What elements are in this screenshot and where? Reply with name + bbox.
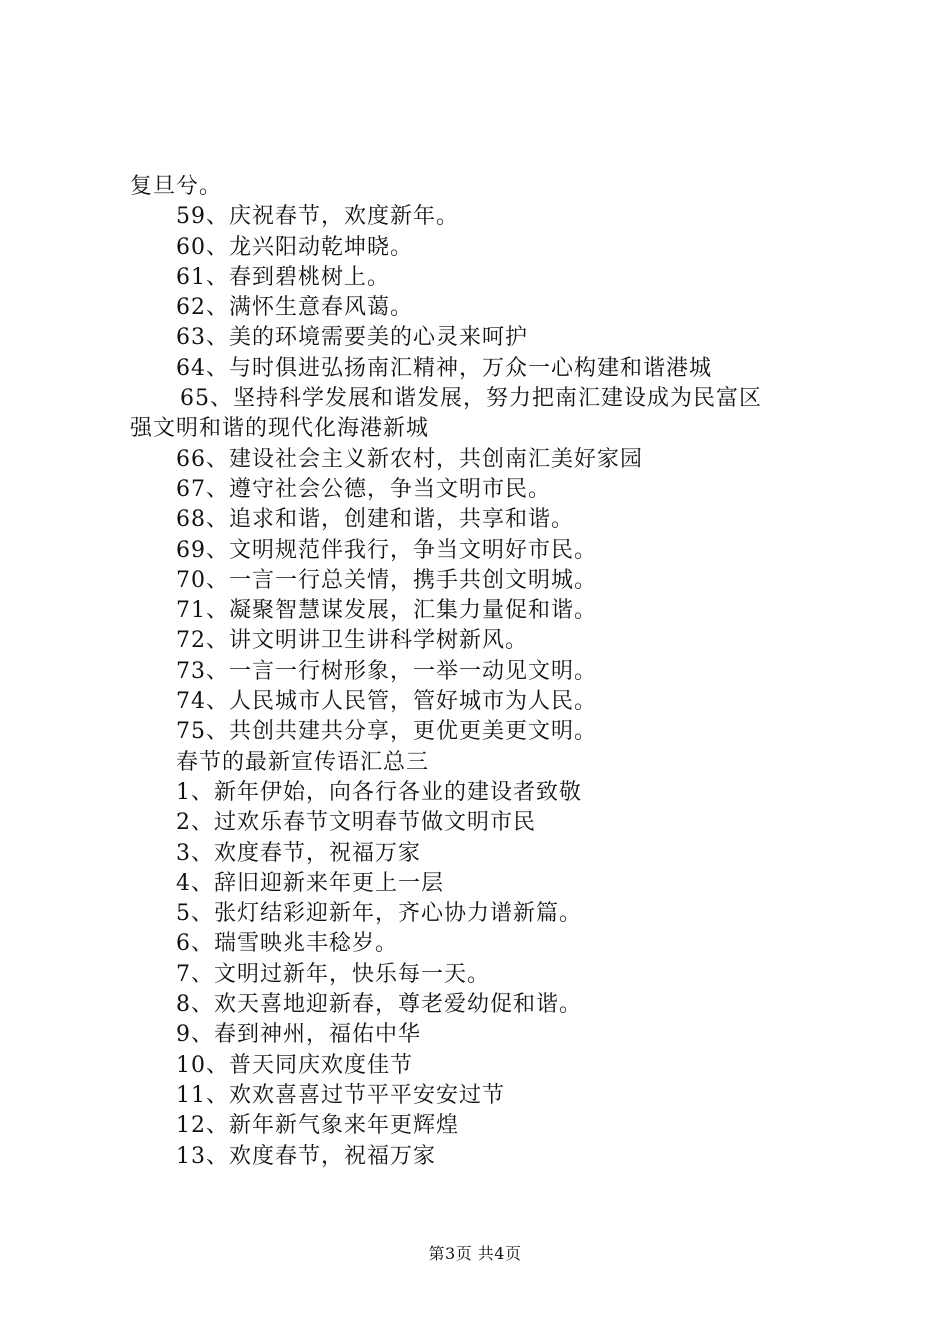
slogan-item: 74、人民城市人民管，管好城市为人民。 <box>176 689 597 715</box>
slogan-item: 12、新年新气象来年更辉煌 <box>176 1113 459 1139</box>
slogan-item: 62、满怀生意春风蔼。 <box>176 295 413 321</box>
slogan-item: 1、新年伊始，向各行各业的建设者致敬 <box>176 779 582 805</box>
slogan-item: 66、建设社会主义新农村，共创南汇美好家园 <box>176 446 643 472</box>
slogan-item: 73、一言一行树形象，一举一动见文明。 <box>176 658 597 684</box>
slogan-item: 75、共创共建共分享，更优更美更文明。 <box>176 719 597 745</box>
page-footer: 第3页 共4页 <box>428 1244 522 1263</box>
slogan-item: 70、一言一行总关情，携手共创文明城。 <box>176 567 597 593</box>
slogan-item: 69、文明规范伴我行，争当文明好市民。 <box>176 537 597 563</box>
slogan-item: 64、与时俱进弘扬南汇精神，万众一心构建和谐港城 <box>176 355 712 381</box>
slogan-item: 71、凝聚智慧谋发展，汇集力量促和谐。 <box>176 598 597 624</box>
slogan-item: 59、庆祝春节，欢度新年。 <box>176 204 459 230</box>
text-line: 复旦兮。 <box>130 174 223 199</box>
slogan-item: 7、文明过新年，快乐每一天。 <box>176 961 490 987</box>
slogan-item: 60、龙兴阳动乾坤晓。 <box>176 234 413 260</box>
slogan-item: 10、普天同庆欢度佳节 <box>176 1052 413 1078</box>
slogan-item: 2、过欢乐春节文明春节做文明市民 <box>176 810 536 836</box>
slogan-item: 6、瑞雪映兆丰稔岁。 <box>176 931 398 957</box>
slogan-item: 63、美的环境需要美的心灵来呵护 <box>176 325 528 351</box>
slogan-item: 11、欢欢喜喜过节平平安安过节 <box>176 1082 505 1108</box>
document-body <box>130 172 830 1172</box>
text-line: 强文明和谐的现代化海港新城 <box>130 416 430 442</box>
slogan-item: 9、春到神州，福佑中华 <box>176 1022 421 1048</box>
slogan-item: 61、春到碧桃树上。 <box>176 264 390 290</box>
slogan-item: 72、讲文明讲卫生讲科学树新风。 <box>176 628 528 654</box>
slogan-item: 68、追求和谐，创建和谐，共享和谐。 <box>176 507 574 533</box>
slogan-item: 8、欢天喜地迎新春，尊老爱幼促和谐。 <box>176 992 582 1018</box>
slogan-item: 3、欢度春节，祝福万家 <box>176 840 421 866</box>
slogan-item: 67、遵守社会公德，争当文明市民。 <box>176 476 551 502</box>
slogan-item: 65、坚持科学发展和谐发展，努力把南汇建设成为民富区 <box>180 386 762 412</box>
slogan-item: 5、张灯结彩迎新年，齐心协力谱新篇。 <box>176 901 582 927</box>
section-heading: 春节的最新宣传语汇总三 <box>176 749 430 775</box>
slogan-item: 13、欢度春节，祝福万家 <box>176 1143 436 1169</box>
slogan-item: 4、辞旧迎新来年更上一层 <box>176 870 444 896</box>
